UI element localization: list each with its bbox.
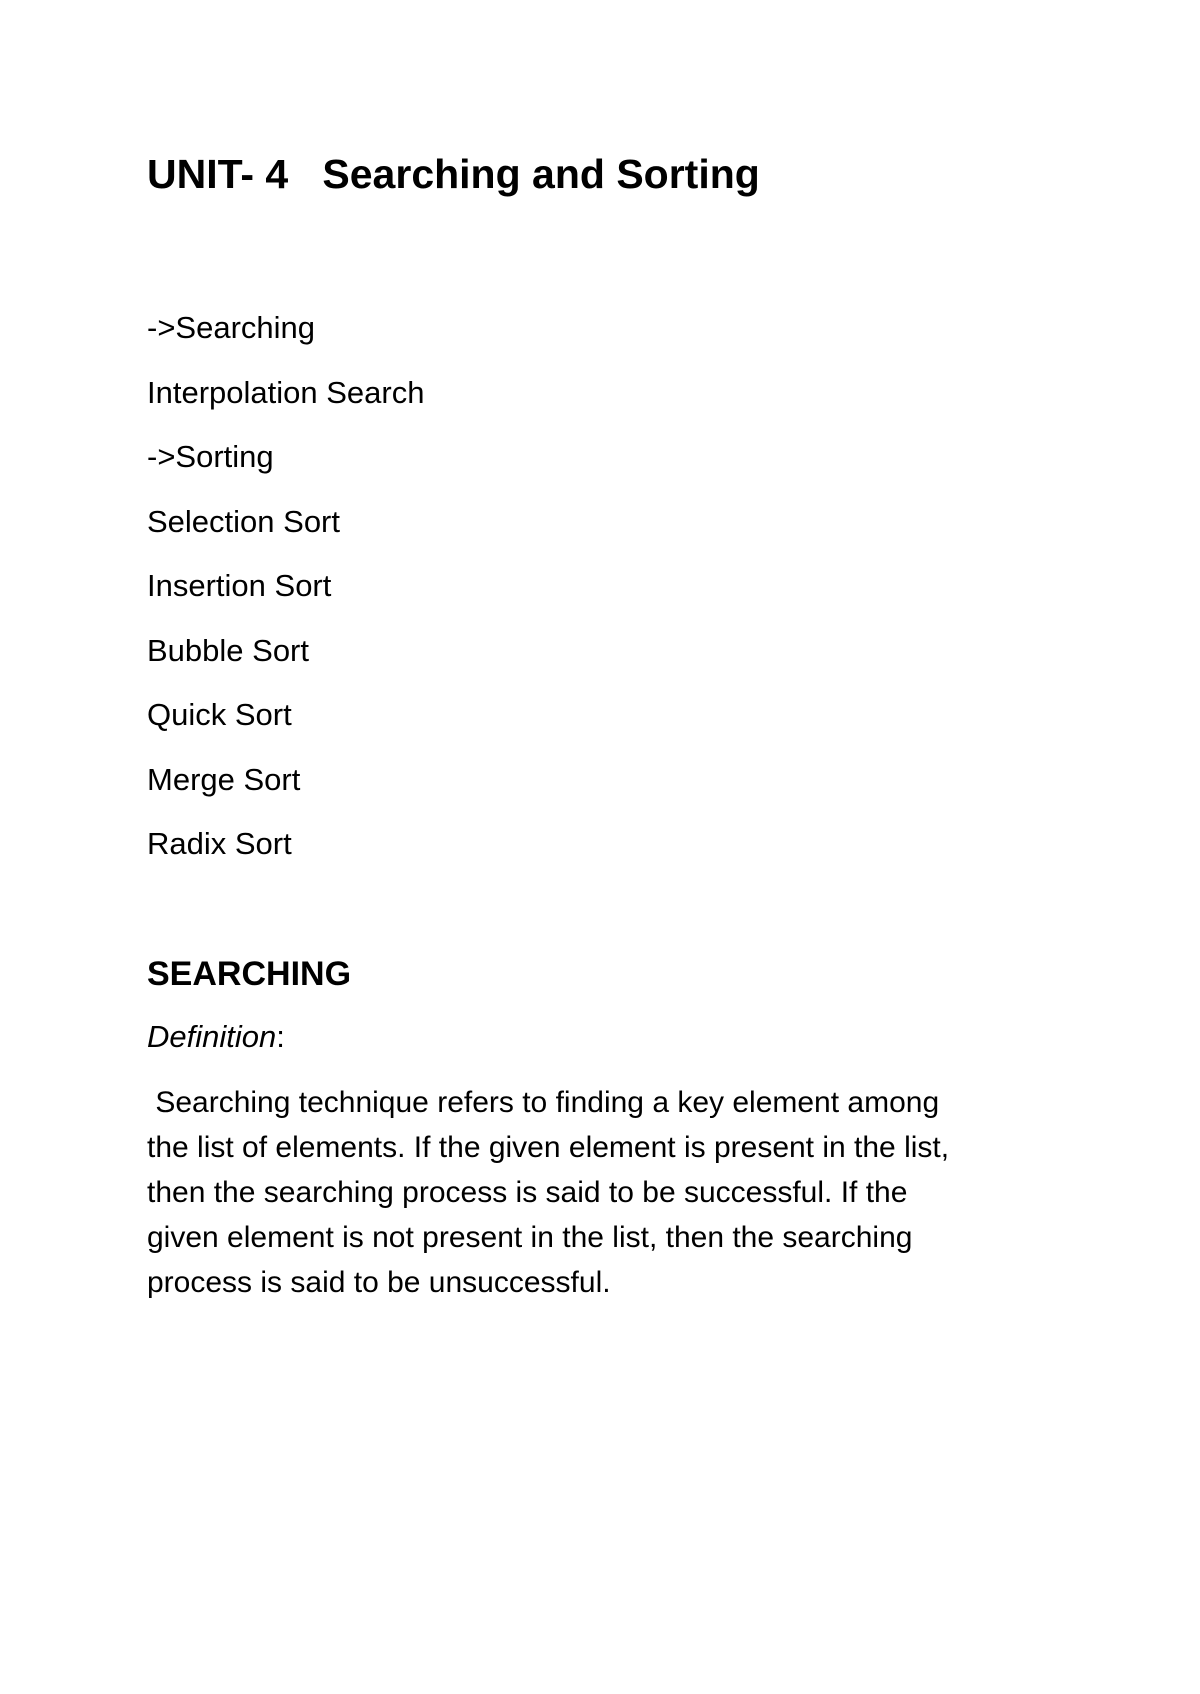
definition-line: Searching technique refers to finding a key element among bbox=[147, 1086, 940, 1119]
topic-list bbox=[147, 308, 424, 889]
topic-item-searching: ->Searching bbox=[147, 310, 316, 345]
topic-item-radix-sort: Radix Sort bbox=[147, 826, 292, 861]
definition-label-text: Definition bbox=[147, 1019, 277, 1054]
definition-line: given element is not present in the list, then the searching bbox=[147, 1221, 913, 1254]
topic-item-selection-sort: Selection Sort bbox=[147, 503, 340, 539]
topic-item-merge-sort: Merge Sort bbox=[147, 761, 301, 797]
topic-item-quick-sort: Quick Sort bbox=[147, 697, 292, 732]
definition-colon: : bbox=[276, 1019, 285, 1054]
definition-label bbox=[147, 1018, 285, 1055]
unit-title: UNIT- 4 Searching and Sorting bbox=[147, 151, 760, 197]
topic-item-interpolation-search: Interpolation Search bbox=[147, 374, 425, 410]
topic-item-insertion-sort: Insertion Sort bbox=[147, 568, 332, 603]
topic-item-bubble-sort: Bubble Sort bbox=[147, 632, 309, 668]
section-heading: SEARCHING bbox=[147, 955, 352, 993]
definition-line: process is said to be unsuccessful. bbox=[147, 1266, 611, 1299]
definition-line: the list of elements. If the given element is present in the list, bbox=[147, 1131, 950, 1164]
topic-item-sorting: ->Sorting bbox=[147, 439, 274, 474]
definition-line: then the searching process is said to be successful. If the bbox=[147, 1176, 908, 1209]
definition-paragraph bbox=[147, 1080, 1067, 1305]
